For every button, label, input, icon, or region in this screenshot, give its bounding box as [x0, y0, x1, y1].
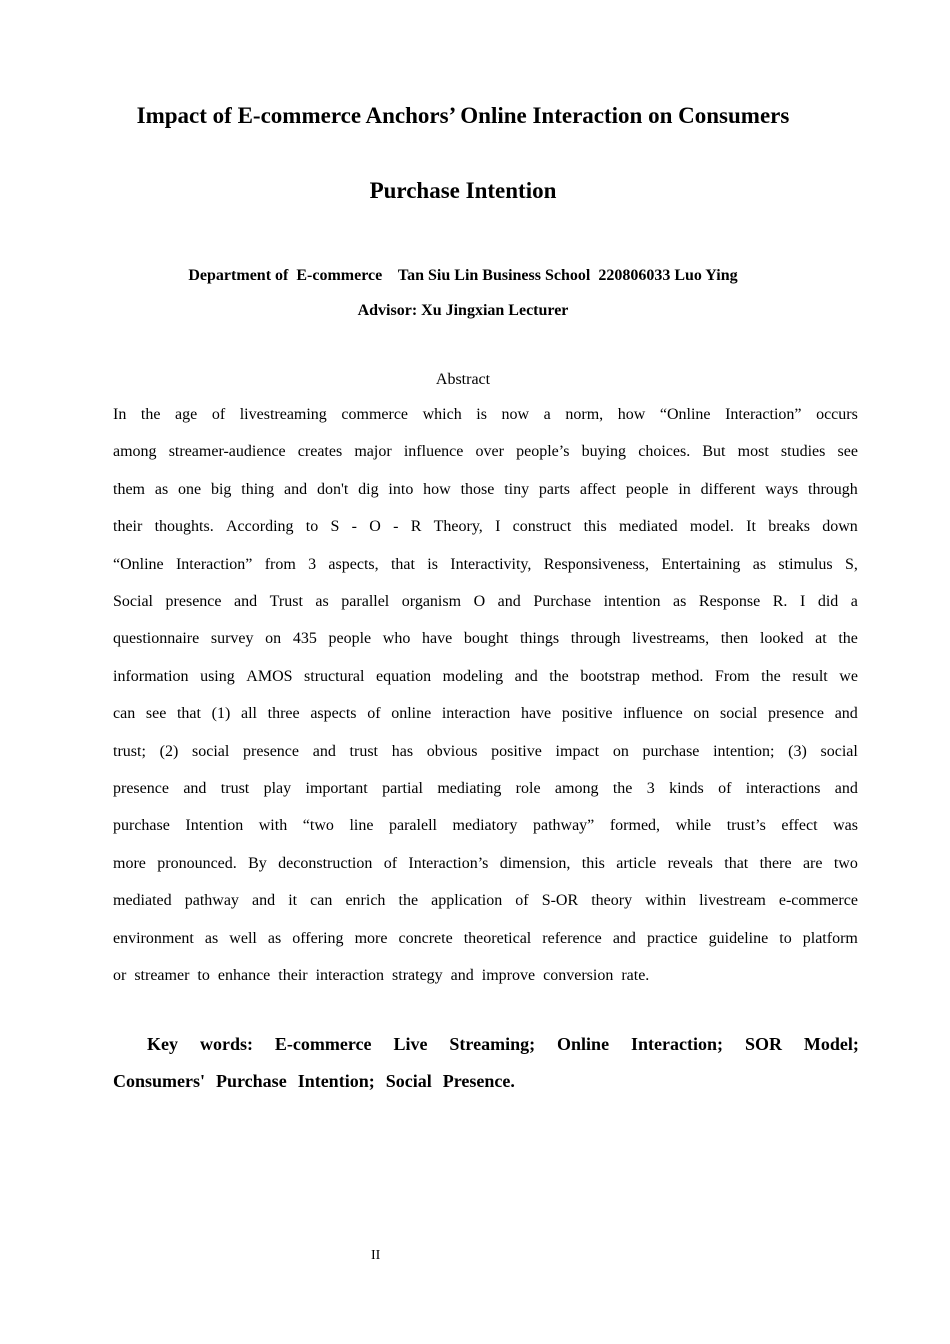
abstract-line: “Online Interaction” from 3 aspects, that is Interactivity, Responsiveness, Entertaining as stimulus S, [113, 555, 858, 573]
abstract-line: In the age of livestreaming commerce which is now a norm, how “Online Interaction” occurs [113, 406, 858, 423]
advisor-info: Advisor: Xu Jingxian Lecturer [357, 302, 569, 319]
abstract-line: trust; (2) social presence and trust has obvious positive impact on purchase intention; (3) social [113, 742, 858, 760]
keywords-line-2: Consumers' Purchase Intention; Social Presence. [113, 1071, 515, 1091]
abstract-line: more pronounced. By deconstruction of Interaction’s dimension, this article reveals that there are two [113, 854, 858, 872]
title-line-2: Purchase Intention [369, 178, 557, 203]
abstract-line: among streamer-audience creates major influence over people’s buying choices. But most studies see [113, 443, 858, 461]
abstract-line: or streamer to enhance their interaction strategy and improve conversion rate. [113, 967, 650, 984]
abstract-line: information using AMOS structural equation modeling and the bootstrap method. From the result we [113, 667, 858, 685]
title-line-1: Impact of E-commerce Anchors’ Online Interaction on Consumers [136, 103, 790, 128]
abstract-line: can see that (1) all three aspects of online interaction have positive influence on social presence and [113, 705, 858, 723]
abstract-heading: Abstract [435, 371, 491, 388]
abstract-line: presence and trust play important partial mediating role among the 3 kinds of interactions and [113, 780, 858, 797]
page-number: II [371, 1248, 381, 1263]
abstract-line: questionnaire survey on 435 people who have bought things through livestreams, then looked at the [113, 630, 858, 648]
abstract-line: purchase Intention with “two line paralell mediatory pathway” formed, while trust’s effect was [113, 817, 858, 835]
abstract-line: them as one big thing and don't dig into how those tiny parts affect people in different ways through [113, 480, 858, 498]
abstract-line: environment as well as offering more concrete theoretical reference and practice guideline to platform [113, 929, 858, 947]
author-info: Department of E-commerce Tan Siu Lin Business School 220806033 Luo Ying [188, 267, 738, 284]
keywords-line-1: Key words: E-commerce Live Streaming; Online Interaction; SOR Model; [147, 1034, 859, 1054]
abstract-line: their thoughts. According to S - O - R Theory, I construct this mediated model. It breaks down [113, 518, 858, 536]
abstract-line: mediated pathway and it can enrich the application of S-OR theory within livestream e-commerce [113, 892, 858, 910]
abstract-line: Social presence and Trust as parallel organism O and Purchase intention as Response R. I did a [113, 593, 858, 610]
